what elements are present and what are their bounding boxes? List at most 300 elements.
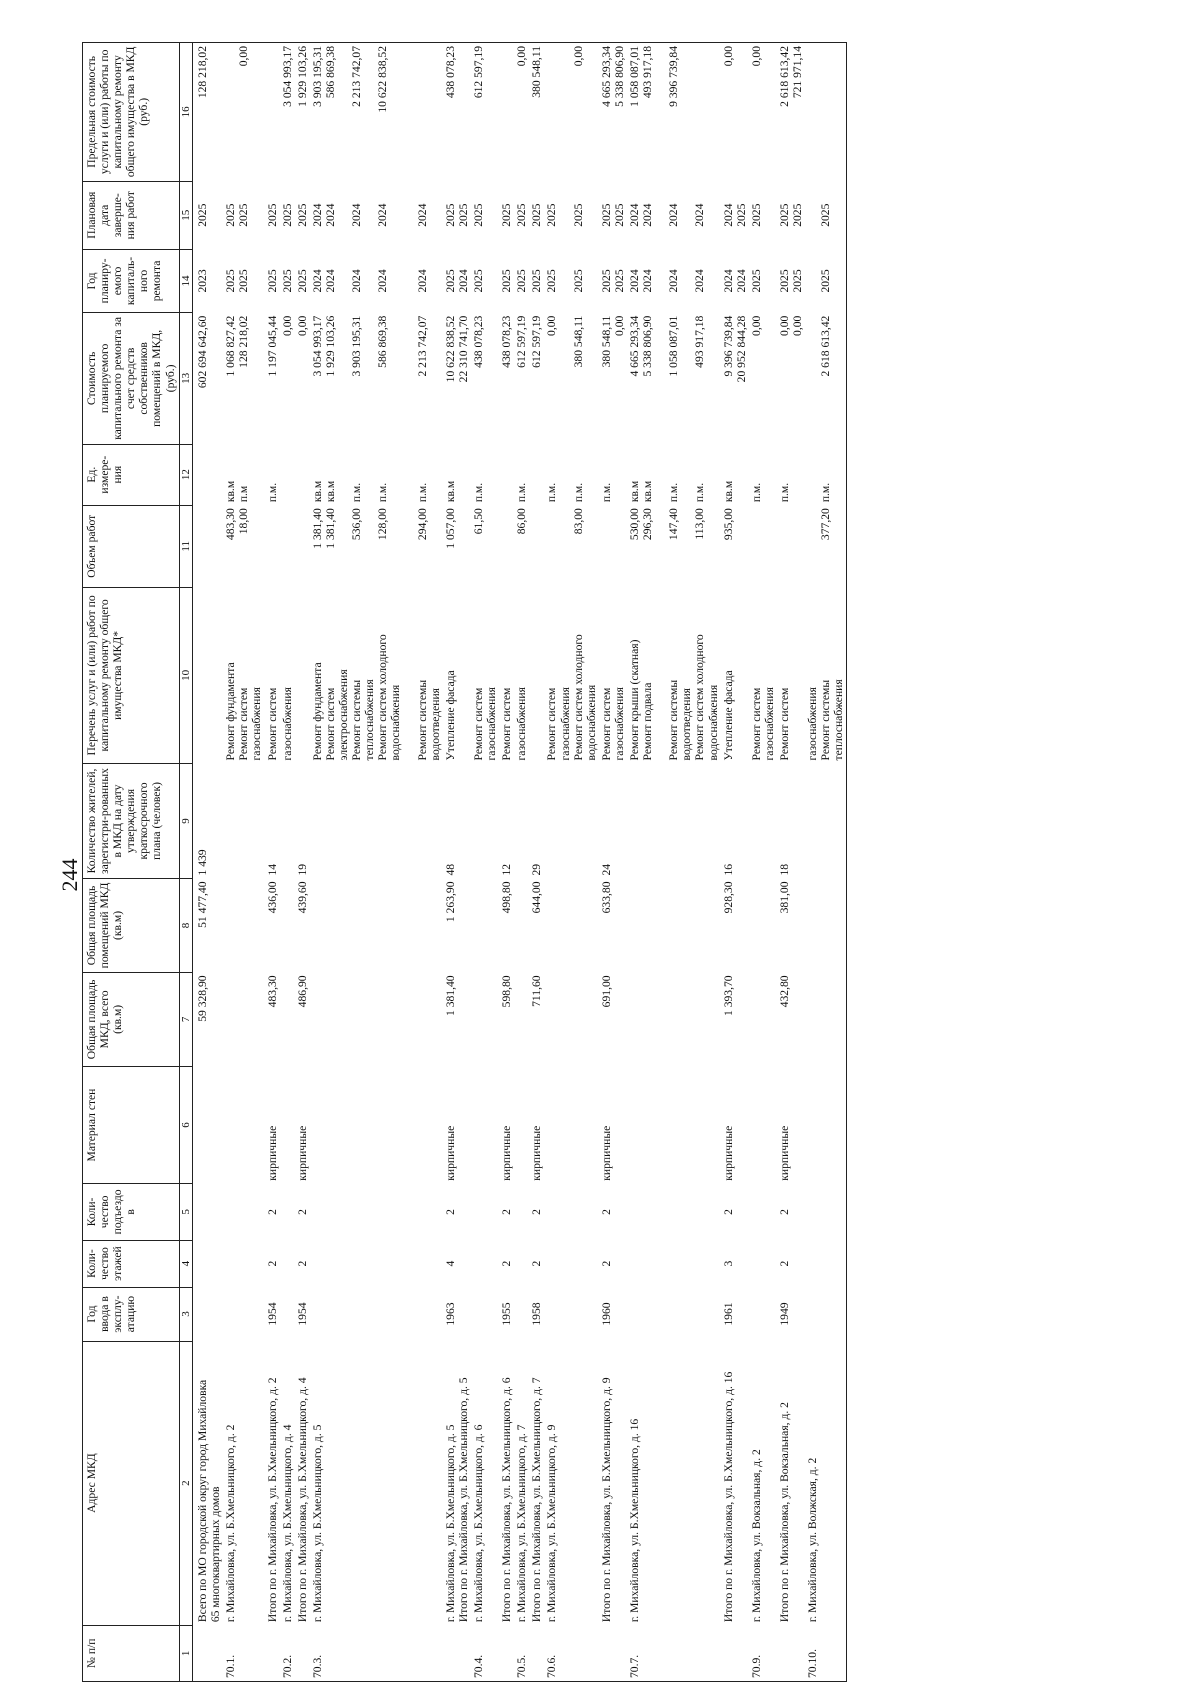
cell-col-8: 633,80	[599, 881, 613, 914]
cell-line: 1 058 087,01	[627, 46, 641, 107]
cell-col-8: 51 477,40	[196, 881, 210, 928]
cell-line: 2024	[456, 269, 470, 293]
cell-col-10	[627, 587, 721, 763]
cell-line: 2025	[791, 269, 805, 293]
cell-line: 1 929 103,26	[295, 46, 309, 107]
cell-col-5	[544, 1184, 598, 1240]
cell-col-9	[627, 763, 721, 878]
cell-line: 2024	[350, 269, 364, 293]
cell-col-11	[721, 505, 749, 587]
cell-col-8: 928,30	[721, 881, 735, 914]
cell-line: Ремонт систем	[778, 687, 792, 761]
cell-col-16	[544, 43, 598, 182]
cell-line: 1 068 827,42	[224, 315, 238, 377]
cell-col-13	[599, 313, 627, 444]
cell-col-16	[310, 43, 443, 182]
table-row	[295, 43, 310, 1682]
column-header-15: Плановая дата заверше-ния работ	[83, 181, 180, 249]
cell-line	[363, 447, 376, 502]
cell-line: 2025	[734, 203, 748, 227]
column-number-9: 9	[179, 763, 192, 878]
cell-line: Ремонт системы	[667, 679, 681, 761]
cell-col-16	[627, 43, 721, 182]
cell-col-3	[193, 1287, 224, 1341]
cell-col-2	[193, 1341, 224, 1625]
cell-col-3: 1963	[443, 1302, 457, 1326]
cell-col-6	[544, 1066, 598, 1183]
cell-line	[806, 252, 819, 309]
cell-line: кв.м	[641, 480, 655, 503]
cell-col-14	[443, 249, 471, 312]
cell-line	[654, 316, 667, 441]
cell-col-6: кирпичные	[500, 1125, 514, 1181]
cell-line: 1 929 103,26	[323, 315, 337, 377]
cell-col-6	[193, 1066, 224, 1183]
cell-line: Итого по г. Михайловка, ул. Б.Хмельницкого, д. 6	[500, 1377, 514, 1623]
cell-col-10	[193, 587, 224, 763]
cell-col-9	[310, 763, 443, 878]
column-number-14: 14	[179, 249, 192, 312]
cell-line: п.м.	[667, 482, 681, 503]
cell-line: Итого по г. Михайловка, ул. Б.Хмельницкого, д. 9	[599, 1377, 613, 1623]
cell-line: п.м.	[693, 482, 707, 503]
cell-col-2	[499, 1341, 514, 1625]
cell-col-2	[721, 1341, 749, 1625]
cell-col-5	[627, 1184, 721, 1240]
cell-col-6: кирпичные	[721, 1125, 735, 1181]
cell-col-12	[280, 444, 295, 505]
cell-line: 0,00	[749, 46, 763, 67]
cell-line: 2025	[819, 269, 833, 293]
cell-line: 1 057,00	[443, 508, 457, 549]
cell-col-12	[749, 444, 777, 505]
cell-line: водоотведения	[428, 688, 442, 761]
cell-col-13	[443, 313, 471, 444]
cell-col-1: 70.10.	[805, 1625, 847, 1681]
cell-col-16	[471, 43, 499, 182]
cell-col-4	[310, 1240, 443, 1287]
cell-col-8	[223, 879, 264, 973]
cell-col-8: 439,60	[295, 881, 309, 914]
cell-col-1	[777, 1625, 805, 1681]
cell-line: 483,30	[224, 508, 238, 541]
cell-col-7: 486,90	[295, 975, 309, 1008]
cell-col-9	[471, 763, 499, 878]
cell-col-7: 59 328,90	[196, 975, 210, 1022]
cell-col-11	[805, 505, 847, 587]
cell-col-5	[514, 1184, 529, 1240]
cell-col-12	[529, 444, 544, 505]
cell-col-10	[280, 587, 295, 763]
cell-line: водоснабжения	[584, 684, 598, 761]
cell-col-12	[514, 444, 529, 505]
column-header-8: Общая площадь помещений МКД (кв.м)	[83, 879, 180, 973]
cell-line: 2025	[265, 203, 279, 227]
cell-col-4	[223, 1240, 264, 1287]
cell-col-11	[499, 505, 514, 587]
cell-col-7	[471, 972, 499, 1066]
cell-col-11	[514, 505, 529, 587]
cell-line: Ремонт крыши (скатная)	[627, 639, 641, 761]
cell-col-4: 3	[721, 1260, 735, 1267]
cell-col-1	[295, 1625, 310, 1681]
cell-col-15	[627, 181, 721, 249]
cell-col-5	[223, 1184, 264, 1240]
cell-line: 2025	[599, 203, 613, 227]
cell-col-12	[471, 444, 499, 505]
cell-line	[680, 252, 693, 309]
cell-col-6: кирпичные	[443, 1125, 457, 1181]
column-header-11: Объем работ	[83, 505, 180, 587]
cell-col-1	[599, 1625, 627, 1681]
cell-col-5: 2	[778, 1209, 792, 1215]
cell-line: г. Михайловка, ул. Б.Хмельницкого, д. 4	[280, 1424, 294, 1623]
cell-col-1: 70.3.	[310, 1625, 443, 1681]
cell-col-3	[471, 1287, 499, 1341]
cell-col-13	[805, 313, 847, 444]
cell-line: 2024	[721, 269, 735, 293]
cell-line: г. Михайловка, ул. Б.Хмельницкого, д. 6	[471, 1424, 485, 1623]
cell-line: теплоснабжения	[832, 679, 846, 761]
column-number-11: 11	[179, 505, 192, 587]
cell-col-4	[627, 1240, 721, 1287]
cell-line: Итого по г. Михайловка, ул. Б.Хмельницкого, д. 4	[295, 1377, 309, 1623]
cell-col-11	[627, 505, 721, 587]
cell-col-7: 711,60	[530, 975, 544, 1007]
cell-col-15	[471, 181, 499, 249]
cell-col-15	[805, 181, 847, 249]
cell-col-15	[544, 181, 598, 249]
cell-col-13	[280, 313, 295, 444]
cell-col-7: 432,80	[778, 975, 792, 1008]
cell-col-3	[280, 1287, 295, 1341]
cell-col-14	[265, 249, 280, 312]
column-header-16: Предельная стоимость услуги и (или) работы по капитальному ремонту общего имущества в МКД (руб.)	[83, 43, 180, 182]
cell-col-7	[749, 972, 777, 1066]
cell-line	[337, 447, 350, 502]
cell-line: Ремонт систем	[471, 687, 485, 761]
cell-line	[680, 184, 693, 246]
cell-line	[559, 508, 572, 584]
cell-line	[402, 590, 415, 760]
cell-col-16	[777, 43, 805, 182]
cell-col-12	[443, 444, 471, 505]
cell-line: водоотведения	[680, 688, 694, 761]
cell-line: Ремонт систем	[599, 687, 613, 761]
cell-line: 147,40	[667, 508, 681, 541]
cell-line: 2025	[819, 203, 833, 227]
cell-col-5: 2	[295, 1209, 309, 1215]
cell-col-4	[544, 1240, 598, 1287]
cell-line: 2025	[749, 203, 763, 227]
cell-col-14	[193, 249, 224, 312]
cell-col-15	[514, 181, 529, 249]
cell-line: 3 903 195,31	[350, 315, 364, 377]
cell-col-8	[627, 879, 721, 973]
cell-col-6	[223, 1066, 264, 1183]
cell-col-8	[805, 879, 847, 973]
cell-col-10	[749, 587, 777, 763]
cell-col-1: 70.4.	[471, 1625, 499, 1681]
cell-col-16	[721, 43, 749, 182]
column-header-7: Общая площадь МКД, всего (кв.м)	[83, 972, 180, 1066]
cell-line: 5 338 806,90	[641, 315, 655, 377]
cell-line: 2024	[350, 203, 364, 227]
cell-col-7	[805, 972, 847, 1066]
cell-line: 2024	[376, 269, 390, 293]
cell-line: кв.м	[443, 480, 457, 503]
cell-line	[389, 184, 402, 246]
column-header-9: Количество жителей, зарегистри-рованных в МКД на дату утверждения краткосрочного плана (человек)	[83, 763, 180, 878]
cell-line: 2024	[667, 269, 681, 293]
cell-line: кв.м	[310, 480, 324, 503]
cell-line: 2025	[443, 203, 457, 227]
cell-col-14	[471, 249, 499, 312]
cell-col-11	[544, 505, 598, 587]
cell-line: п.м.	[599, 482, 613, 503]
column-header-12: Ед. измере-ния	[83, 444, 180, 505]
cell-col-3	[514, 1287, 529, 1341]
cell-col-9: 16	[721, 863, 735, 876]
cell-col-3: 1955	[500, 1302, 514, 1326]
cell-line: 2025	[545, 269, 559, 293]
column-number-12: 12	[179, 444, 192, 505]
cell-col-3	[805, 1287, 847, 1341]
cell-col-13	[265, 313, 280, 444]
cell-col-7: 598,80	[500, 975, 514, 1008]
cell-line: 2024	[415, 269, 429, 293]
cell-line: 2024	[323, 269, 337, 293]
cell-col-7	[223, 972, 264, 1066]
column-number-3: 3	[179, 1287, 192, 1341]
cell-col-14	[295, 249, 310, 312]
column-header-13: Стоимость планируемого капитального ремонта за счет средств собственников помещений в МКД, (руб.)	[83, 313, 180, 444]
cell-line: 438 078,23	[443, 46, 457, 99]
cell-line	[337, 46, 350, 178]
cell-line	[559, 252, 572, 309]
cell-col-16	[805, 43, 847, 182]
table-row	[310, 43, 443, 1682]
cell-line: Ремонт систем холодного	[693, 634, 707, 761]
cell-col-11	[265, 505, 280, 587]
cell-line: 2024	[721, 203, 735, 227]
cell-col-4	[805, 1240, 847, 1287]
cell-line: 438 078,23	[471, 315, 485, 368]
cell-col-3: 1958	[530, 1302, 544, 1326]
cell-col-9: 12	[500, 863, 514, 876]
cell-line: 3 903 195,31	[310, 46, 324, 107]
cell-line: 2025	[443, 269, 457, 293]
cell-line: Итого по г. Михайловка, ул. Вокзальная, д. 2	[778, 1402, 792, 1623]
cell-line: кв.м	[721, 480, 735, 503]
cell-line: 113,00	[693, 508, 707, 540]
column-header-14: Год планиру-емого капиталь-ного ремонта	[83, 249, 180, 312]
cell-col-3: 1954	[295, 1302, 309, 1326]
cell-col-2	[265, 1341, 280, 1625]
cell-col-2	[805, 1341, 847, 1625]
cell-line: 2025	[471, 269, 485, 293]
cell-col-16	[280, 43, 295, 182]
table-row	[265, 43, 280, 1682]
cell-line: 2025	[471, 203, 485, 227]
cell-line: п.м.	[749, 482, 763, 503]
cell-line: Ремонт систем	[323, 687, 337, 761]
cell-col-7: 1 381,40	[443, 975, 457, 1016]
cell-line: 493 917,18	[693, 315, 707, 368]
cell-line: теплоснабжения	[363, 679, 377, 761]
cell-col-4	[749, 1240, 777, 1287]
cell-col-5: 2	[265, 1209, 279, 1215]
cell-col-4: 4	[443, 1260, 457, 1267]
cell-col-11	[310, 505, 443, 587]
cell-line: г. Михайловка, ул. Б.Хмельницкого, д. 2	[224, 1424, 238, 1623]
cell-line: 0,00	[749, 315, 763, 336]
table-row	[280, 43, 295, 1682]
cell-line	[389, 508, 402, 584]
cell-line	[654, 184, 667, 246]
cell-line	[337, 252, 350, 309]
cell-line: 2025	[500, 203, 514, 227]
table-row	[599, 43, 627, 1682]
cell-col-7: 483,30	[265, 975, 279, 1008]
cell-col-2	[544, 1341, 598, 1625]
cell-line	[500, 46, 513, 178]
cell-col-14	[529, 249, 544, 312]
cell-col-5: 2	[721, 1209, 735, 1215]
cell-line: 1 381,40	[310, 508, 324, 549]
cell-line: 586 869,38	[323, 46, 337, 99]
cell-col-11	[443, 505, 471, 587]
cell-col-1: 70.5.	[514, 1625, 529, 1681]
cell-col-11	[471, 505, 499, 587]
cell-col-1	[721, 1625, 749, 1681]
cell-col-8	[280, 879, 295, 973]
cell-col-1: 70.1.	[223, 1625, 264, 1681]
cell-col-14	[777, 249, 805, 312]
cell-col-15	[280, 181, 295, 249]
cell-line: 2025	[612, 203, 626, 227]
cell-line: Итого по г. Михайловка, ул. Б.Хмельницкого, д. 5	[456, 1377, 470, 1623]
cell-col-14	[805, 249, 847, 312]
cell-line: 2024	[667, 203, 681, 227]
cell-line	[389, 316, 402, 441]
cell-col-14	[223, 249, 264, 312]
total-row	[193, 43, 224, 1682]
cell-line: газоснабжения	[806, 687, 820, 761]
cell-line: п.м.	[515, 482, 529, 503]
cell-col-14	[499, 249, 514, 312]
cell-col-12	[295, 444, 310, 505]
cell-col-6	[627, 1066, 721, 1183]
cell-line: 2025	[599, 269, 613, 293]
cell-col-3: 1961	[721, 1302, 735, 1326]
cell-line	[363, 508, 376, 584]
cell-col-5: 2	[443, 1209, 457, 1215]
cell-col-4: 2	[265, 1260, 279, 1267]
column-number-row	[179, 43, 192, 1682]
cell-col-1	[265, 1625, 280, 1681]
table-row	[749, 43, 777, 1682]
cell-line: Всего по МО городской округ город Михайловка	[196, 1379, 210, 1623]
cell-line	[363, 316, 376, 441]
cell-line: 65 многоквартирных домов	[209, 1486, 223, 1623]
cell-col-9	[544, 763, 598, 878]
cell-line: 438 078,23	[500, 315, 514, 368]
cell-line: 61,50	[471, 508, 485, 535]
cell-col-6: кирпичные	[599, 1125, 613, 1181]
cell-col-4	[193, 1240, 224, 1287]
cell-col-4	[280, 1240, 295, 1287]
cell-line: Итого по г. Михайловка, ул. Б.Хмельницкого, д. 16	[721, 1371, 735, 1623]
cell-line: 2025	[280, 269, 294, 293]
cell-col-8	[514, 879, 529, 973]
cell-col-2	[514, 1341, 529, 1625]
cell-line: 2025	[196, 203, 210, 227]
cell-line: 935,00	[721, 508, 735, 541]
cell-col-1	[193, 1625, 224, 1681]
cell-line: 0,00	[571, 46, 585, 67]
cell-col-14	[721, 249, 749, 312]
cell-col-13	[310, 313, 443, 444]
cell-col-9	[280, 763, 295, 878]
cell-col-2	[529, 1341, 544, 1625]
cell-col-15	[529, 181, 544, 249]
cell-line	[224, 46, 237, 178]
capital-repair-table	[82, 42, 847, 1682]
cell-col-2	[599, 1341, 627, 1625]
cell-line: кв.м	[627, 480, 641, 503]
cell-col-2	[295, 1341, 310, 1625]
cell-line: 83,00	[571, 508, 585, 535]
cell-line: Ремонт системы	[819, 679, 833, 761]
cell-line	[389, 252, 402, 309]
cell-col-14	[749, 249, 777, 312]
table-row	[514, 43, 529, 1682]
cell-col-13	[749, 313, 777, 444]
cell-col-15	[599, 181, 627, 249]
cell-line: 20 952 844,28	[734, 315, 748, 383]
cell-line	[654, 46, 667, 178]
cell-col-10	[529, 587, 544, 763]
cell-line: 2024	[323, 203, 337, 227]
cell-line: г. Михайловка, ул. Волжская, д. 2	[806, 1457, 820, 1623]
cell-col-12	[223, 444, 264, 505]
cell-line: 2025	[237, 269, 251, 293]
cell-line: 9 396 739,84	[667, 46, 681, 107]
cell-col-2	[310, 1341, 443, 1625]
cell-col-13	[193, 313, 224, 444]
cell-line: 296,30	[641, 508, 655, 541]
cell-line: 2024	[310, 203, 324, 227]
cell-col-6: кирпичные	[265, 1125, 279, 1181]
column-number-10: 10	[179, 587, 192, 763]
cell-col-12	[805, 444, 847, 505]
cell-line	[806, 316, 819, 441]
cell-col-4	[514, 1240, 529, 1287]
cell-line	[806, 447, 819, 502]
column-header-5: Коли-чество подъездо в	[83, 1184, 180, 1240]
cell-line: 2025	[749, 269, 763, 293]
cell-col-14	[627, 249, 721, 312]
cell-col-10	[295, 587, 310, 763]
cell-col-11	[193, 505, 224, 587]
cell-col-2	[627, 1341, 721, 1625]
cell-col-10	[265, 587, 280, 763]
cell-col-6	[280, 1066, 295, 1183]
cell-line: п.м.	[778, 482, 792, 503]
cell-line: электроснабжения	[337, 669, 351, 761]
cell-line: Ремонт систем холодного	[376, 634, 390, 761]
